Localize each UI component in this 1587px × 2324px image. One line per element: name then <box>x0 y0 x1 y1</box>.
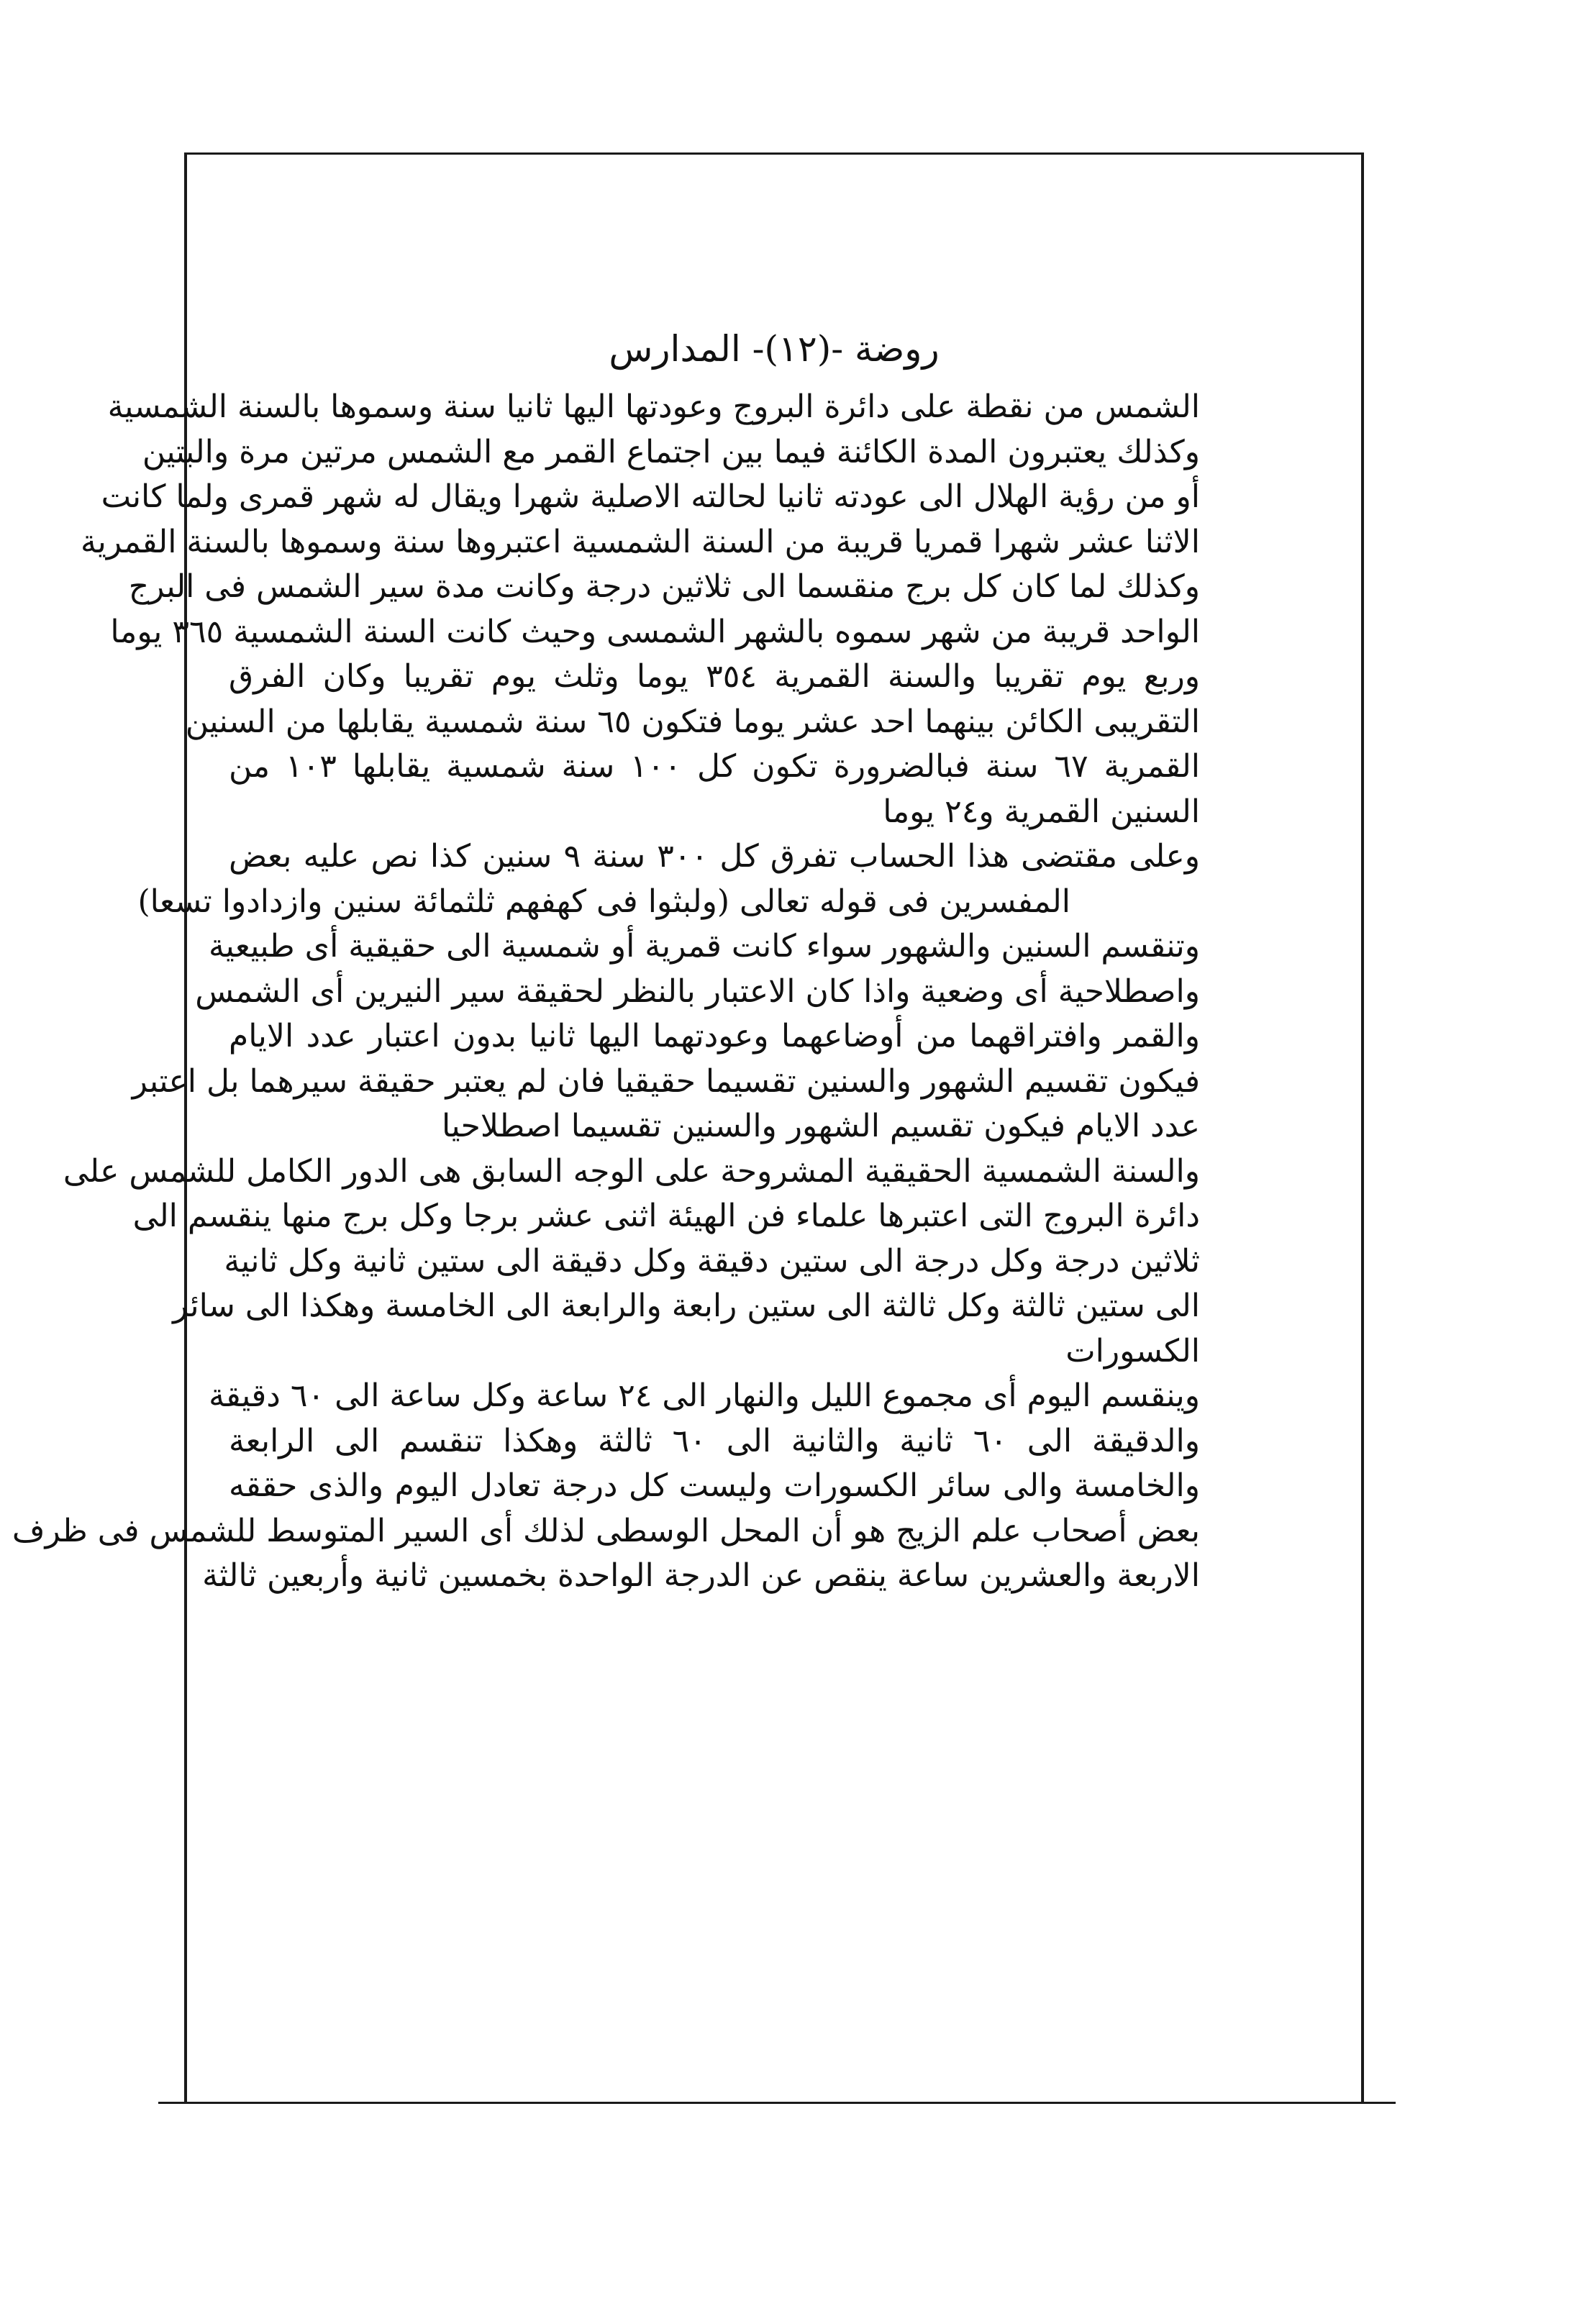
text-line: واصطلاحية أى وضعية واذا كان الاعتبار بالنظر لحقيقة سير النيرين أى الشمس <box>195 972 1200 1010</box>
text-line: الاربعة والعشرين ساعة ينقص عن الدرجة الواحدة بخمسين ثانية وأربعين ثالثة <box>202 1557 1200 1594</box>
text-line: السنين القمرية و٢٤ يوما <box>883 793 1200 830</box>
body-text <box>12 385 1200 1599</box>
text-line: الواحد قريبة من شهر سموه بالشهر الشمسى وحيث كانت السنة الشمسية ٣٦٥ يوما <box>110 613 1200 650</box>
text-line: المفسرين فى قوله تعالى (ولبثوا فى كهفهم ثلثمائة سنين وازدادوا تسعا) <box>137 883 1070 920</box>
text-line: الى ستين ثالثة وكل ثالثة الى ستين رابعة والرابعة الى الخامسة وهكذا الى سائر <box>173 1288 1200 1324</box>
text-line: والخامسة والى سائر الكسورات وليست كل درجة تعادل اليوم والذى حققه <box>229 1467 1200 1504</box>
text-line: وينقسم اليوم أى مجموع الليل والنهار الى ٢٤ ساعة وكل ساعة الى ٦٠ دقيقة <box>209 1377 1200 1414</box>
text-line: فيكون تقسيم الشهور والسنين تقسيما حقيقيا فان لم يعتبر حقيقة سيرهما بل اعتبر <box>132 1062 1200 1100</box>
text-line: دائرة البروج التى اعتبرها علماء فن الهيئة اثنى عشر برجا وكل برج منها ينقسم الى <box>132 1198 1200 1234</box>
text-line: التقريبى الكائن بينهما احد عشر يوما فتكون ٦٥ سنة شمسية يقابلها من السنين <box>185 703 1200 740</box>
text-line: بعض أصحاب علم الزيج هو أن المحل الوسطى لذلك أى السير المتوسط للشمس فى ظرف <box>12 1512 1200 1549</box>
text-line: ثلاثين درجة وكل درجة الى ستين دقيقة وكل دقيقة الى ستين ثانية وكل ثانية <box>224 1242 1200 1280</box>
text-line: القمرية ٦٧ سنة فبالضرورة تكون كل ١٠٠ سنة شمسية يقابلها ١٠٣ من <box>229 748 1200 785</box>
text-line: الاثنا عشر شهرا قمريا قريبة من السنة الشمسية اعتبروها سنة وسموها بالسنة القمرية <box>80 523 1200 560</box>
text-line: وربع يوم تقريبا والسنة القمرية ٣٥٤ يوما وثلث يوم تقريبا وكان الفرق <box>229 658 1200 695</box>
text-line: والقمر وافتراقهما من أوضاعهما وعودتهما اليها ثانيا بدون اعتبار عدد الايام <box>229 1018 1200 1054</box>
text-line: وتنقسم السنين والشهور سواء كانت قمرية أو شمسية الى حقيقية أى طبيعية <box>208 928 1200 965</box>
text-line: وكذلك يعتبرون المدة الكائنة فيما بين اجتماع القمر مع الشمس مرتين مرة والبتين <box>142 433 1200 470</box>
text-line: الكسورات <box>1065 1332 1200 1370</box>
text-line: الشمس من نقطة على دائرة البروج وعودتها اليها ثانيا سنة وسموها بالسنة الشمسية <box>107 388 1200 425</box>
text-line: عدد الايام فيكون تقسيم الشهور والسنين تقسيما اصطلاحيا <box>441 1108 1200 1144</box>
bottom-rule <box>158 2102 1396 2104</box>
page-header: روضة -(١٢)- المدارس <box>609 328 940 370</box>
text-line: أو من رؤية الهلال الى عودته ثانيا لحالته الاصلية شهرا ويقال له شهر قمرى ولما كانت <box>101 478 1200 515</box>
text-line: وعلى مقتضى هذا الحساب تفرق كل ٣٠٠ سنة ٩ سنين كذا نص عليه بعض <box>229 838 1200 875</box>
text-line: والسنة الشمسية الحقيقية المشروحة على الوجه السابق هى الدور الكامل للشمس على <box>63 1152 1200 1190</box>
text-line: وكذلك لما كان كل برج منقسما الى ثلاثين درجة وكانت مدة سير الشمس فى البرج <box>128 568 1200 605</box>
text-line: والدقيقة الى ٦٠ ثانية والثانية الى ٦٠ ثالثة وهكذا تنقسم الى الرابعة <box>229 1422 1200 1459</box>
